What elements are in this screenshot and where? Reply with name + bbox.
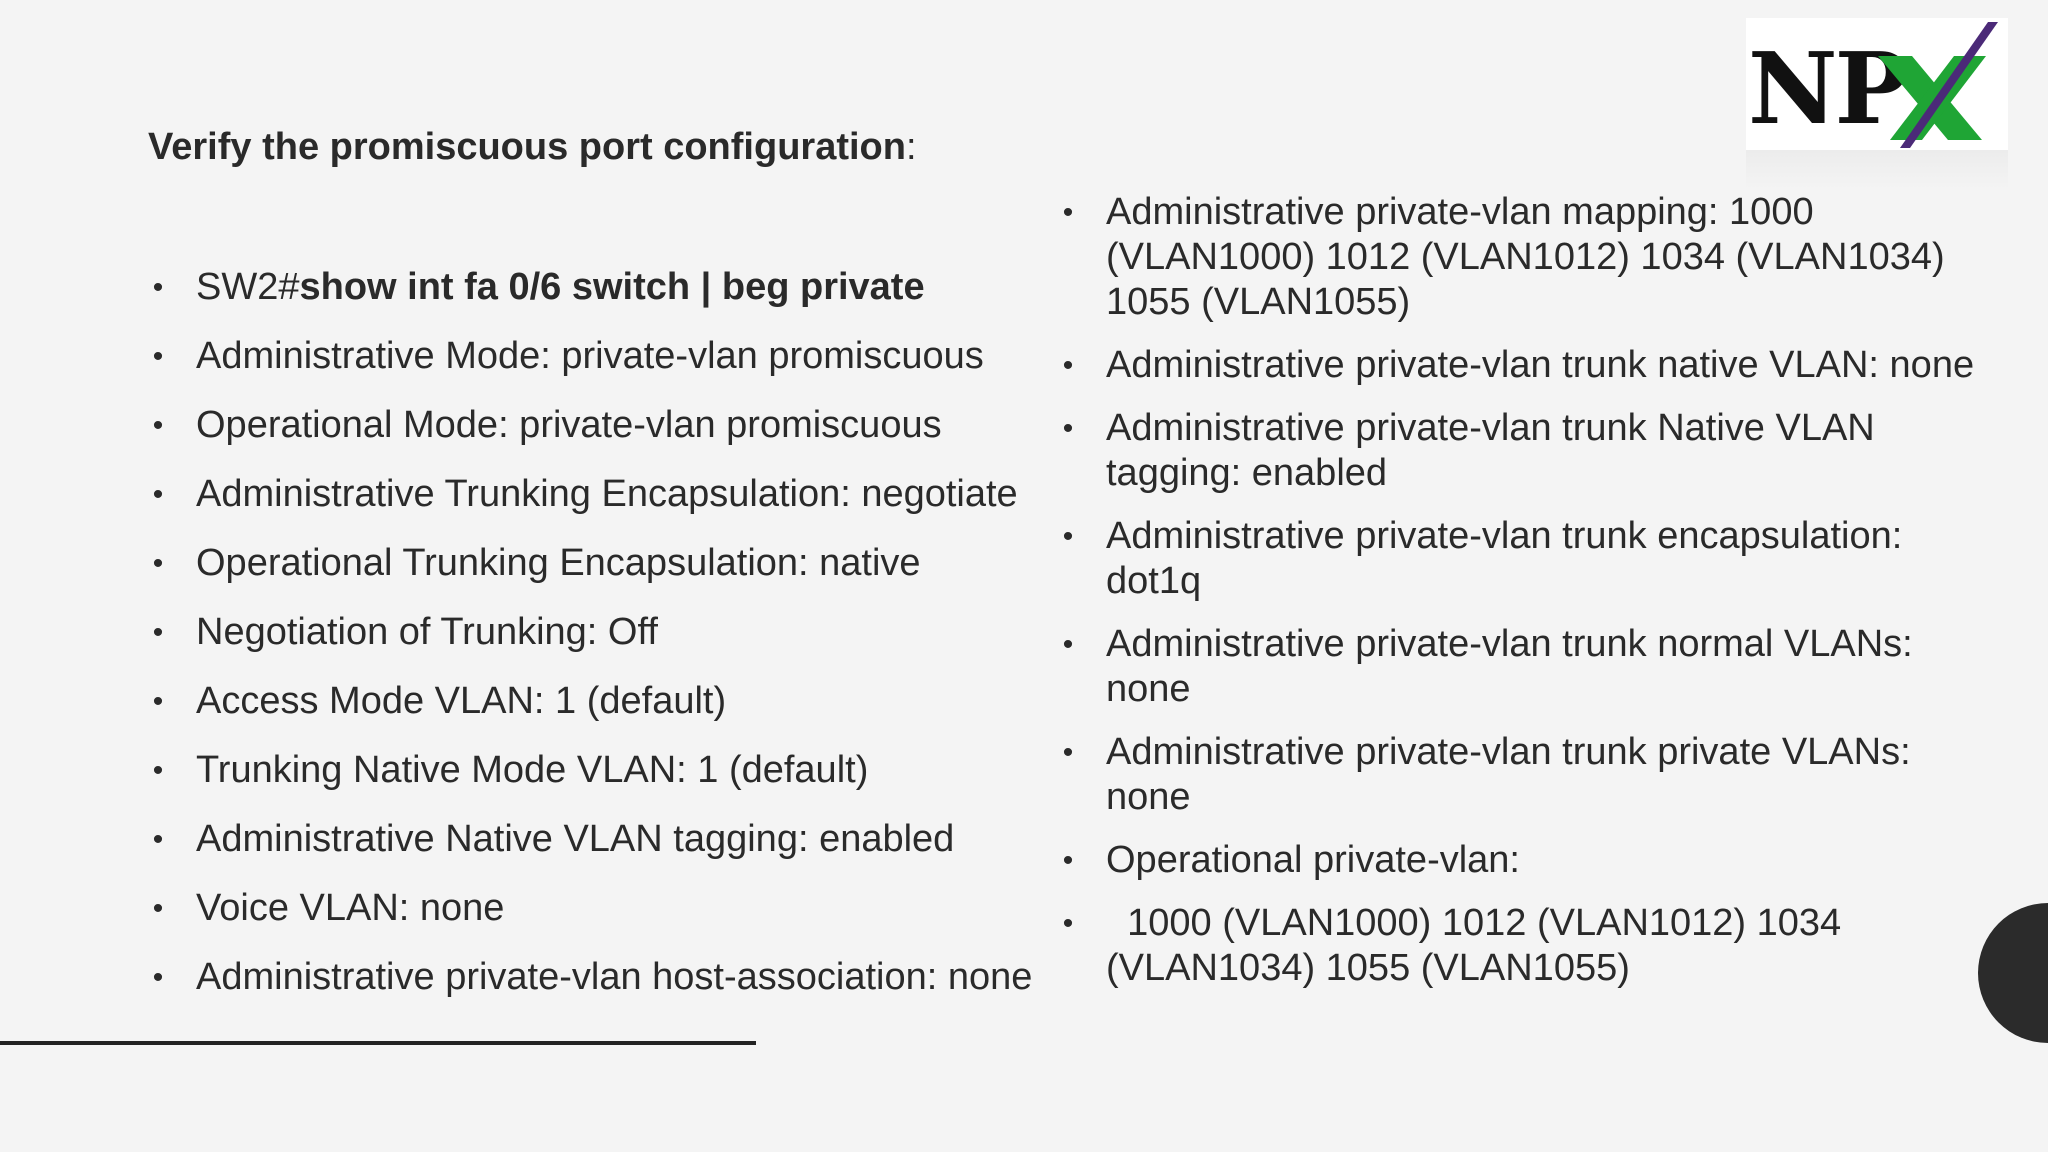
list-item [148, 886, 1048, 955]
list-item-text: Trunking Native Mode VLAN: 1 (default) [196, 749, 869, 791]
list-item-text: Administrative private-vlan trunk private VLANs: none [1106, 731, 1911, 818]
list-item [148, 403, 1048, 472]
list-item-text: Administrative private-vlan mapping: 1000 (VLAN1000) 1012 (VLAN1012) 1034 (VLAN1034) 1055 (VLAN1055) [1106, 191, 1945, 323]
list-item-text: Operational Trunking Encapsulation: native [196, 542, 921, 584]
list-item-command [148, 265, 1048, 334]
list-item [1058, 190, 1998, 325]
bullet-icon: • [1062, 628, 1074, 661]
bullet-icon: • [152, 961, 164, 994]
list-item [1058, 622, 1998, 712]
bullet-icon: • [152, 823, 164, 856]
list-item-text: 1000 (VLAN1000) 1012 (VLAN1012) 1034 (VLAN1034) 1055 (VLAN1055) [1106, 902, 1852, 989]
list-item [148, 334, 1048, 403]
bullet-icon: • [152, 340, 164, 373]
bullet-icon: • [1062, 736, 1074, 769]
list-item [148, 610, 1048, 679]
heading-colon: : [905, 126, 917, 168]
npx-logo [1746, 18, 2008, 150]
list-item [148, 541, 1048, 610]
list-item [148, 748, 1048, 817]
list-item [1058, 406, 1998, 496]
list-item-text: Voice VLAN: none [196, 887, 505, 929]
list-item [148, 679, 1048, 748]
bullet-icon: • [1062, 349, 1074, 382]
list-item [1058, 838, 1998, 883]
heading-text: Verify the promiscuous port configuration [148, 126, 906, 168]
list-item [1058, 514, 1998, 604]
list-item-text: Administrative Mode: private-vlan promiscuous [196, 335, 984, 377]
bullet-icon: • [1062, 520, 1074, 553]
command-prompt: SW2# [196, 266, 300, 308]
bullet-icon: • [1062, 907, 1074, 940]
list-item-text: Administrative private-vlan trunk normal VLANs: none [1106, 623, 1913, 710]
list-item [148, 955, 1048, 1024]
logo-letters: NP [1748, 32, 1906, 147]
list-item [1058, 343, 1998, 388]
list-item-text: Administrative Trunking Encapsulation: negotiate [196, 473, 1018, 515]
bullet-icon: • [1062, 412, 1074, 445]
bullet-icon: • [152, 478, 164, 511]
list-item-text: Administrative Native VLAN tagging: enabled [196, 818, 955, 860]
list-item [1058, 730, 1998, 820]
list-item [148, 472, 1048, 541]
bullet-icon: • [152, 892, 164, 925]
bullet-icon: • [152, 409, 164, 442]
list-item-text: Operational Mode: private-vlan promiscuous [196, 404, 942, 446]
right-bullet-list [1058, 190, 1998, 1009]
list-item-text: Access Mode VLAN: 1 (default) [196, 680, 727, 722]
list-item-text: Operational private-vlan: [1106, 839, 1520, 881]
command-text: show int fa 0/6 switch | beg private [299, 266, 925, 308]
list-item-text: Negotiation of Trunking: Off [196, 611, 658, 653]
bullet-icon: • [152, 271, 164, 304]
list-item [1058, 901, 1998, 991]
bullet-icon: • [152, 616, 164, 649]
left-bullet-list [148, 265, 1048, 1024]
list-item [148, 817, 1048, 886]
divider-line [0, 1041, 756, 1045]
bullet-icon: • [1062, 196, 1074, 229]
list-item-text: Administrative private-vlan trunk native VLAN: none [1106, 344, 1975, 386]
list-item-text: Administrative private-vlan trunk Native VLAN tagging: enabled [1106, 407, 1875, 494]
slide-heading [148, 126, 917, 169]
list-item-text: Administrative private-vlan host-association: none [196, 956, 1033, 998]
list-item-text: Administrative private-vlan trunk encapsulation: dot1q [1106, 515, 1903, 602]
bullet-icon: • [152, 754, 164, 787]
bullet-icon: • [1062, 844, 1074, 877]
bullet-icon: • [152, 547, 164, 580]
bullet-icon: • [152, 685, 164, 718]
logo-x-mark [1864, 20, 2004, 148]
logo-reflection [1746, 150, 2008, 190]
